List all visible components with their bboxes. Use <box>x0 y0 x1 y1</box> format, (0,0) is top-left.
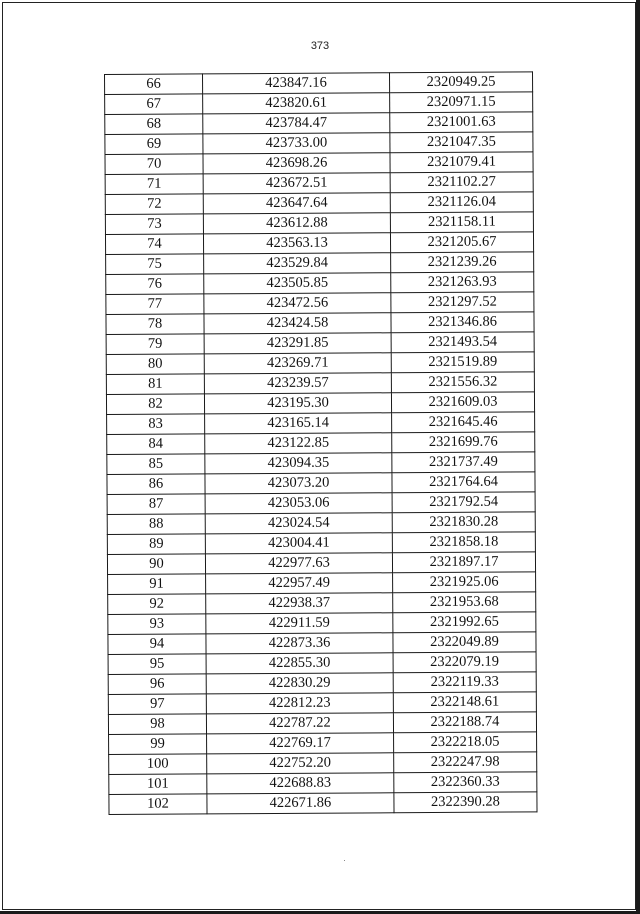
x-coordinate-cell: 423424.58 <box>204 313 391 334</box>
x-coordinate-cell: 423612.88 <box>203 213 390 234</box>
table-row <box>106 312 534 335</box>
table-row <box>108 632 536 655</box>
point-number-cell: 99 <box>109 734 207 755</box>
point-number-cell: 82 <box>106 394 204 415</box>
y-coordinate-cell: 2322148.61 <box>393 692 536 713</box>
y-coordinate-cell: 2321205.67 <box>390 232 533 253</box>
table-row <box>107 552 535 575</box>
point-number-cell: 96 <box>108 674 206 695</box>
x-coordinate-cell: 423698.26 <box>203 153 390 174</box>
table-row <box>105 152 533 175</box>
x-coordinate-cell: 423122.85 <box>205 433 392 454</box>
table-row <box>107 492 535 515</box>
y-coordinate-cell: 2321047.35 <box>390 132 533 153</box>
table-row <box>105 172 533 195</box>
x-coordinate-cell: 423820.61 <box>203 93 390 114</box>
point-number-cell: 87 <box>107 494 205 515</box>
y-coordinate-cell: 2320949.25 <box>389 72 532 93</box>
point-number-cell: 100 <box>109 754 207 775</box>
y-coordinate-cell: 2321493.54 <box>391 332 534 353</box>
x-coordinate-cell: 422769.17 <box>207 733 394 754</box>
point-number-cell: 80 <box>106 354 204 375</box>
point-number-cell: 78 <box>106 314 204 335</box>
y-coordinate-cell: 2321645.46 <box>392 412 535 433</box>
point-number-cell: 95 <box>108 654 206 675</box>
point-number-cell: 94 <box>108 634 206 655</box>
y-coordinate-cell: 2322049.89 <box>393 632 536 653</box>
point-number-cell: 69 <box>105 134 203 155</box>
y-coordinate-cell: 2321897.17 <box>392 552 535 573</box>
table-row <box>109 772 537 795</box>
x-coordinate-cell: 422938.37 <box>206 593 393 614</box>
y-coordinate-cell: 2321609.03 <box>391 392 534 413</box>
x-coordinate-cell: 423073.20 <box>205 473 392 494</box>
point-number-cell: 84 <box>107 434 205 455</box>
x-coordinate-cell: 423094.35 <box>205 453 392 474</box>
table-row <box>106 392 534 415</box>
x-coordinate-cell: 422752.20 <box>207 753 394 774</box>
x-coordinate-cell: 422671.86 <box>207 793 394 814</box>
x-coordinate-cell: 423239.57 <box>204 373 391 394</box>
table-row <box>108 692 536 715</box>
table-row <box>106 252 534 275</box>
y-coordinate-cell: 2321158.11 <box>390 212 533 233</box>
y-coordinate-cell: 2321079.41 <box>390 152 533 173</box>
table-row <box>107 452 535 475</box>
y-coordinate-cell: 2322247.98 <box>394 752 537 773</box>
x-coordinate-cell: 422911.59 <box>206 613 393 634</box>
y-coordinate-cell: 2321297.52 <box>391 292 534 313</box>
point-number-cell: 102 <box>109 794 207 815</box>
table-row <box>109 752 537 775</box>
table-row <box>107 412 535 435</box>
point-number-cell: 66 <box>105 74 203 95</box>
point-number-cell: 85 <box>107 454 205 475</box>
x-coordinate-cell: 423529.84 <box>204 253 391 274</box>
point-number-cell: 91 <box>108 574 206 595</box>
point-number-cell: 74 <box>105 234 203 255</box>
point-number-cell: 93 <box>108 614 206 635</box>
point-number-cell: 92 <box>108 594 206 615</box>
point-number-cell: 97 <box>108 694 206 715</box>
x-coordinate-cell: 422977.63 <box>205 553 392 574</box>
x-coordinate-cell: 423472.56 <box>204 293 391 314</box>
coordinate-table-body <box>105 72 538 815</box>
table-row <box>108 712 536 735</box>
table-row <box>105 232 533 255</box>
point-number-cell: 71 <box>105 174 203 195</box>
point-number-cell: 90 <box>107 554 205 575</box>
point-number-cell: 67 <box>105 94 203 115</box>
y-coordinate-cell: 2321263.93 <box>391 272 534 293</box>
table-row <box>105 92 533 115</box>
y-coordinate-cell: 2321992.65 <box>393 612 536 633</box>
y-coordinate-cell: 2321953.68 <box>393 592 536 613</box>
point-number-cell: 89 <box>107 534 205 555</box>
y-coordinate-cell: 2321737.49 <box>392 452 535 473</box>
y-coordinate-cell: 2321556.32 <box>391 372 534 393</box>
y-coordinate-cell: 2321239.26 <box>391 252 534 273</box>
x-coordinate-cell: 423784.47 <box>203 113 390 134</box>
coordinate-table-wrapper <box>104 71 537 815</box>
y-coordinate-cell: 2321519.89 <box>391 352 534 373</box>
table-row <box>107 532 535 555</box>
table-row <box>108 592 536 615</box>
y-coordinate-cell: 2322119.33 <box>393 672 536 693</box>
y-coordinate-cell: 2321858.18 <box>392 532 535 553</box>
point-number-cell: 70 <box>105 154 203 175</box>
table-row <box>105 192 533 215</box>
y-coordinate-cell: 2321102.27 <box>390 172 533 193</box>
x-coordinate-cell: 422830.29 <box>206 673 393 694</box>
coordinate-table <box>104 71 538 815</box>
table-row <box>108 672 536 695</box>
x-coordinate-cell: 422873.36 <box>206 633 393 654</box>
x-coordinate-cell: 423195.30 <box>204 393 391 414</box>
x-coordinate-cell: 422812.23 <box>206 693 393 714</box>
point-number-cell: 68 <box>105 114 203 135</box>
y-coordinate-cell: 2321346.86 <box>391 312 534 333</box>
x-coordinate-cell: 423291.85 <box>204 333 391 354</box>
point-number-cell: 75 <box>106 254 204 275</box>
table-row <box>105 72 533 95</box>
y-coordinate-cell: 2322390.28 <box>394 792 537 813</box>
scan-speck <box>344 860 345 861</box>
table-row <box>105 132 533 155</box>
x-coordinate-cell: 423024.54 <box>205 513 392 534</box>
table-row <box>106 272 534 295</box>
y-coordinate-cell: 2321830.28 <box>392 512 535 533</box>
table-row <box>107 432 535 455</box>
y-coordinate-cell: 2322188.74 <box>393 712 536 733</box>
x-coordinate-cell: 423733.00 <box>203 133 390 154</box>
point-number-cell: 98 <box>108 714 206 735</box>
table-row <box>105 212 533 235</box>
point-number-cell: 73 <box>105 214 203 235</box>
point-number-cell: 101 <box>109 774 207 795</box>
y-coordinate-cell: 2321792.54 <box>392 492 535 513</box>
table-row <box>109 732 537 755</box>
point-number-cell: 77 <box>106 294 204 315</box>
x-coordinate-cell: 423004.41 <box>205 533 392 554</box>
table-row <box>105 112 533 135</box>
table-row <box>106 352 534 375</box>
x-coordinate-cell: 423847.16 <box>203 73 390 94</box>
table-row <box>107 472 535 495</box>
x-coordinate-cell: 423053.06 <box>205 493 392 514</box>
y-coordinate-cell: 2320971.15 <box>390 92 533 113</box>
y-coordinate-cell: 2321764.64 <box>392 472 535 493</box>
x-coordinate-cell: 423505.85 <box>204 273 391 294</box>
table-row <box>106 332 534 355</box>
point-number-cell: 86 <box>107 474 205 495</box>
x-coordinate-cell: 423563.13 <box>203 233 390 254</box>
point-number-cell: 72 <box>105 194 203 215</box>
table-row <box>108 572 536 595</box>
y-coordinate-cell: 2322360.33 <box>394 772 537 793</box>
y-coordinate-cell: 2321925.06 <box>393 572 536 593</box>
x-coordinate-cell: 422688.83 <box>207 773 394 794</box>
table-row <box>109 792 537 815</box>
y-coordinate-cell: 2321001.63 <box>390 112 533 133</box>
x-coordinate-cell: 423672.51 <box>203 173 390 194</box>
scan-edge-right <box>636 0 640 914</box>
point-number-cell: 88 <box>107 514 205 535</box>
point-number-cell: 79 <box>106 334 204 355</box>
point-number-cell: 76 <box>106 274 204 295</box>
y-coordinate-cell: 2322218.05 <box>394 732 537 753</box>
x-coordinate-cell: 423647.64 <box>203 193 390 214</box>
table-row <box>108 612 536 635</box>
x-coordinate-cell: 422957.49 <box>206 573 393 594</box>
page-number: 373 <box>310 40 330 52</box>
y-coordinate-cell: 2321699.76 <box>392 432 535 453</box>
x-coordinate-cell: 422855.30 <box>206 653 393 674</box>
point-number-cell: 83 <box>107 414 205 435</box>
x-coordinate-cell: 422787.22 <box>206 713 393 734</box>
table-row <box>106 292 534 315</box>
y-coordinate-cell: 2322079.19 <box>393 652 536 673</box>
x-coordinate-cell: 423165.14 <box>205 413 392 434</box>
table-row <box>108 652 536 675</box>
table-row <box>106 372 534 395</box>
y-coordinate-cell: 2321126.04 <box>390 192 533 213</box>
point-number-cell: 81 <box>106 374 204 395</box>
table-row <box>107 512 535 535</box>
x-coordinate-cell: 423269.71 <box>204 353 391 374</box>
